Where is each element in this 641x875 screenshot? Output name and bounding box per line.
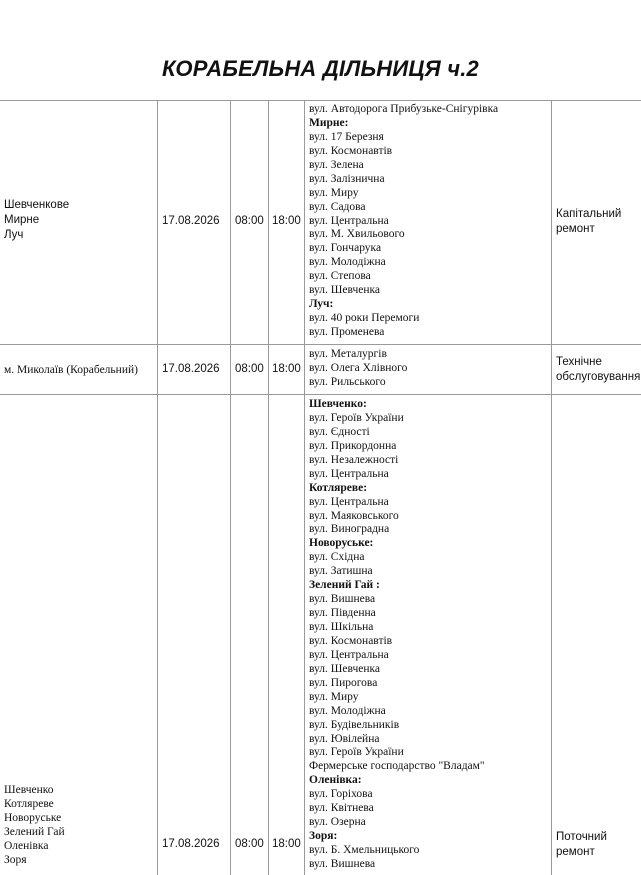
row-divider [0,344,641,345]
table-row-1-date: 17.08.2026 [162,215,220,227]
street-name: вул. Променева [309,326,385,338]
street-name: вул. Центральна [309,467,389,480]
street-name: вул. 17 Березня [309,130,384,143]
street-name: вул. Металургів [309,348,387,360]
street-name: вул. Центральна [309,495,389,508]
street-name: вул. Прикордонна [309,439,397,452]
settlement-subheading: Мирне: [309,116,349,129]
street-name: вул. Вишнева [309,593,376,606]
street-name: вул. Центральна [309,648,389,661]
settlement-name: Шевченко [4,784,54,796]
street-name: вул. Південна [309,607,376,620]
table-row-2-time-start: 08:00 [235,363,264,375]
street-name: вул. Маяковського [309,509,399,522]
street-name: вул. Гончарука [309,242,382,255]
settlement-subheading: Оленівка: [309,774,362,787]
row-divider [0,394,641,395]
page-title: КОРАБЕЛЬНА ДІЛЬНИЦЯ ч.2 [162,56,479,81]
street-name: вул. Космонавтів [309,634,393,647]
settlement-name: Новоруське [4,812,62,824]
settlement-subheading: Луч: [309,298,334,311]
street-name: вул. Олега Хлівного [309,361,408,374]
work-type-line: ремонт [556,846,595,858]
work-type-line: Поточний [556,831,607,843]
street-name: вул. Молодіжна [309,704,386,717]
street-name: вул. М. Хвильового [309,228,405,241]
street-name: вул. Миру [309,690,359,703]
street-name: вул. Космонавтів [309,144,393,157]
settlement-name: Котляреве [4,798,54,810]
street-name: вул. Садова [309,200,366,213]
street-name: вул. Ювілейна [309,732,380,745]
table-row-2-time-end: 18:00 [272,363,301,375]
work-type-line: ремонт [556,223,595,235]
street-name: вул. Центральна [309,214,389,227]
table-row-2-date: 17.08.2026 [162,363,220,375]
street-name: вул. Єдності [309,425,370,438]
street-name: вул. Східна [309,551,365,564]
settlement-subheading: Зелений Гай : [309,579,380,592]
settlement-subheading: Зоря: [309,830,338,843]
street-name: вул. Пирогова [309,676,378,689]
street-name: вул. Затишна [309,565,373,578]
settlement-subheading: Шевченко: [309,398,367,410]
street-name: вул. Героїв України [309,411,404,424]
outage-table [0,100,641,875]
column-divider [551,100,552,875]
street-name: вул. Будівельників [309,718,400,731]
street-name: вул. Молодіжна [309,256,386,269]
street-name: Фермерське господарство "Владам" [309,760,485,773]
street-name: вул. Горіхова [309,788,373,801]
settlement-name: Зелений Гай [4,826,65,838]
settlement-name: Оленівка [4,840,49,852]
street-name: вул. Б. Хмельницького [309,844,420,856]
table-row-3-streets [309,398,485,872]
work-type-line: Капітальний [556,208,622,220]
street-name: вул. Незалежності [309,453,399,466]
table-row-1-settlements [4,198,154,243]
column-divider [304,100,305,875]
street-name: вул. Рильського [309,375,386,388]
table-row-1-work-type [556,207,640,237]
street-name: вул. Шкільна [309,621,374,633]
street-name: вул. Виноградна [309,523,390,536]
street-name: вул. Залізнична [309,172,385,185]
settlement-subheading: Котляреве: [309,481,368,494]
row-divider [0,100,641,101]
settlement-name: Мирне [4,214,40,226]
table-row-2-streets [309,348,407,390]
street-name: вул. Шевченка [309,284,381,297]
table-row-2-work-type [556,355,640,385]
work-type-line: обслуговування [556,371,641,383]
settlement-name: Зоря [4,854,27,866]
table-row-1-streets [309,103,498,340]
street-name: вул. Степова [309,270,371,283]
street-name: вул. Зелена [309,158,364,171]
street-name: вул. Вишнева [309,857,376,870]
settlement-name: Шевченкове [4,199,70,211]
street-name: вул. Героїв України [309,746,404,759]
street-name: вул. 40 роки Перемоги [309,312,420,325]
work-type-line: Технічне [556,356,602,368]
table-row-3-settlements [4,783,154,867]
street-name: вул. Миру [309,186,359,199]
settlement-subheading: Новоруське: [309,537,374,550]
column-divider [230,100,231,875]
column-divider [157,100,158,875]
table-row-1-time-end: 18:00 [272,215,301,227]
street-name: вул. Автодорога Прибузьке-Снігурівка [309,103,499,115]
table-row-3-date: 17.08.2026 [162,838,220,850]
street-name: вул. Шевченка [309,662,381,675]
table-row-1-time-start: 08:00 [235,215,264,227]
table-row-3-work-type [556,830,640,860]
street-name: вул. Озерна [309,816,366,829]
settlement-name: Луч [4,229,24,241]
table-row-3-time-start: 08:00 [235,838,264,850]
column-divider [268,100,269,875]
table-row-3-time-end: 18:00 [272,838,301,850]
table-row-2-settlements: м. Миколаїв (Корабельний) [4,364,138,376]
street-name: вул. Квітнева [309,802,374,815]
